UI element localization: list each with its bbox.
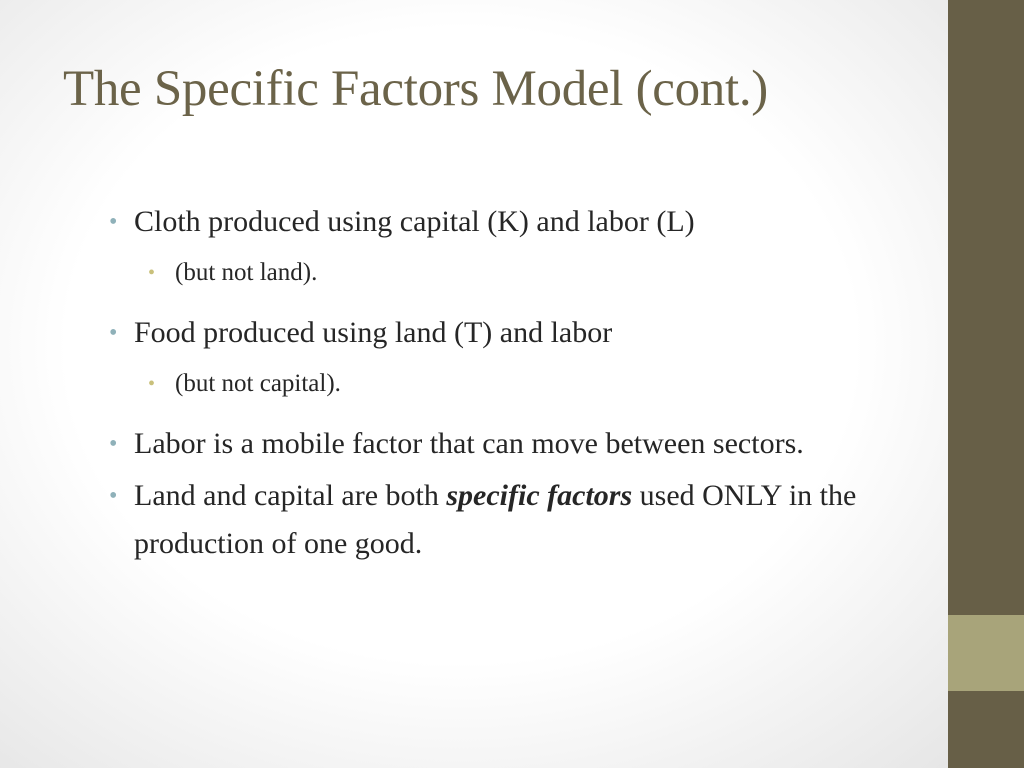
bullet-text-before: Land and capital are both [134,479,447,512]
bullet-text: Food produced using land (T) and labor [134,316,613,349]
bullet-item [107,198,897,246]
bullet-dot-icon: • [109,483,118,509]
bullet-item [107,472,897,568]
bullet-text: Labor is a mobile factor that can move between sectors. [134,427,804,460]
slide-title: The Specific Factors Model (cont.) [63,61,768,117]
bullet-text-after: used ONLY in the production of one good. [134,479,857,560]
side-accent-block [948,615,1024,691]
sub-bullet-text: (but not land). [175,259,318,286]
sub-bullet-dot-icon: • [148,262,156,284]
bullet-dot-icon: • [109,209,118,235]
emphasized-term: specific factors [446,479,633,512]
sub-bullet-dot-icon: • [148,373,156,395]
bullet-item [107,309,897,357]
bullet-text: Cloth produced using capital (K) and labor (L) [134,205,695,238]
bullet-item [107,420,897,468]
sub-bullet-item [148,361,897,407]
bullet-dot-icon: • [109,320,118,346]
sub-bullet-item [148,250,897,296]
sub-bullet-text: (but not capital). [175,370,341,397]
bullet-dot-icon: • [109,431,118,457]
bullet-list [107,198,897,572]
